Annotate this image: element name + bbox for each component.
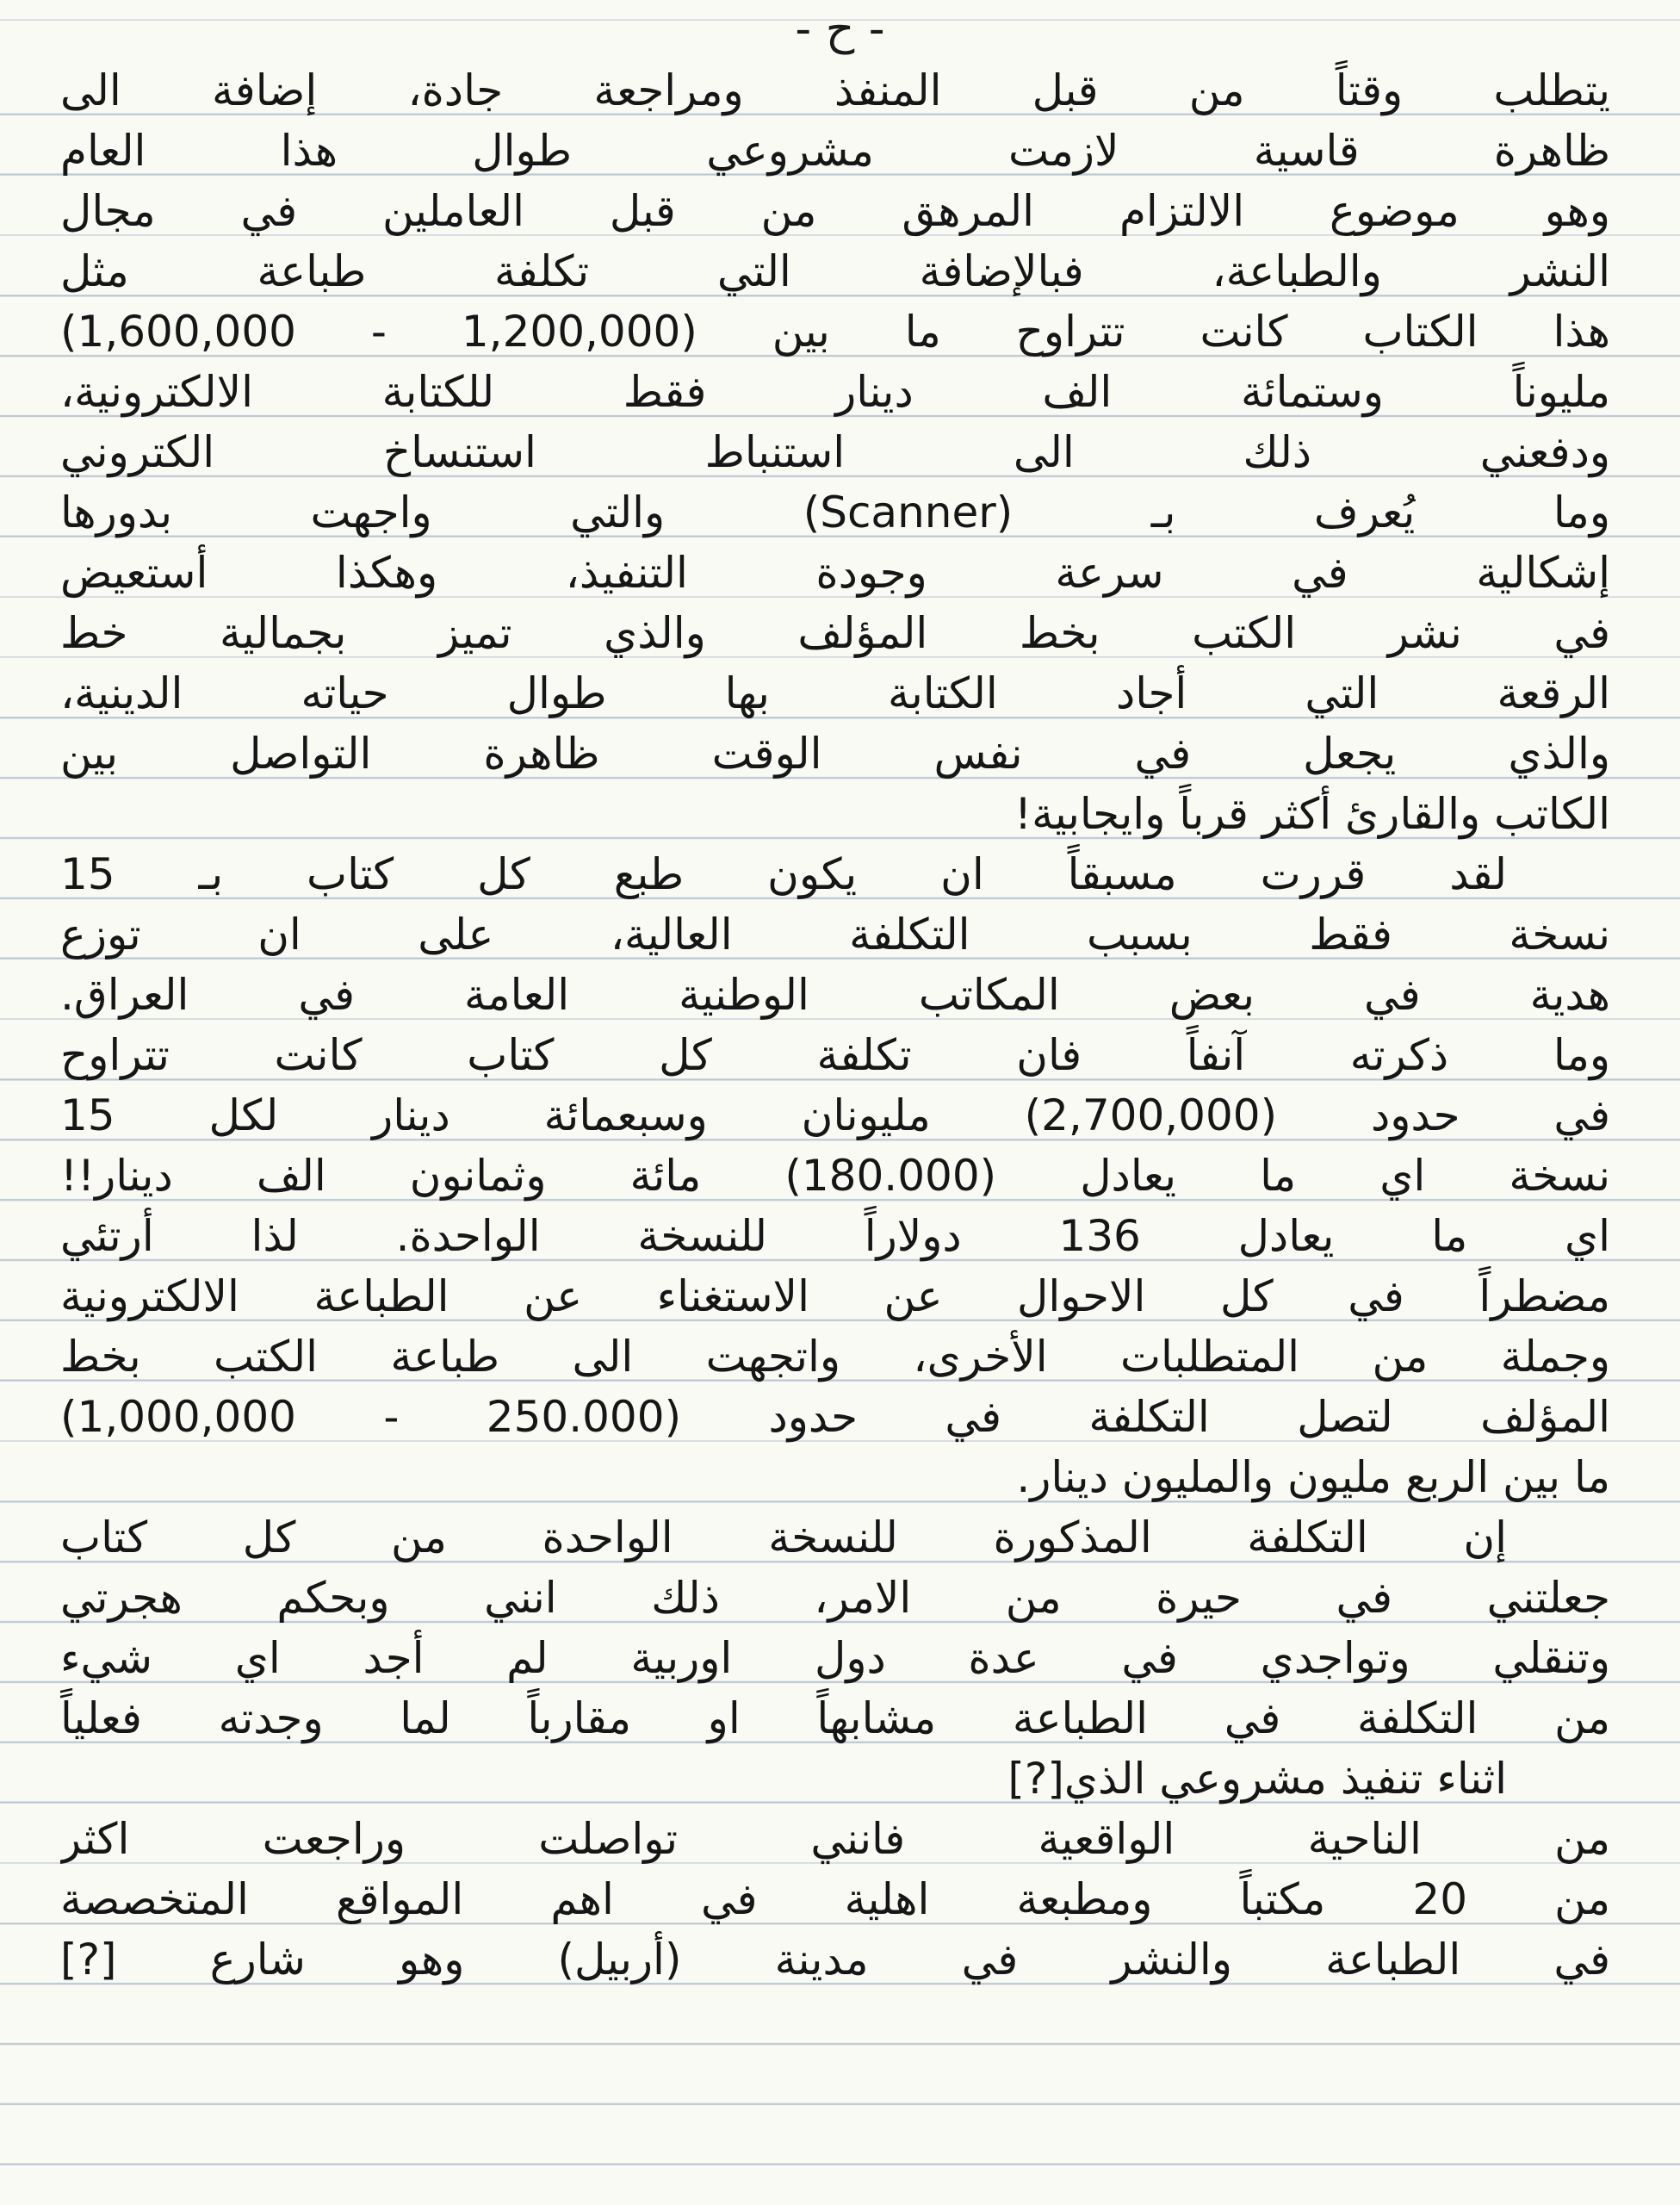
text-line: الرقعة التي أجاد الكتابة بها طوال حياته الدينية، [60, 668, 1610, 718]
text-line: يتطلب وقتاً من قبل المنفذ ومراجعة جادة، إضافة الى [60, 65, 1610, 115]
text-line: في نشر الكتب بخط المؤلف والذي تميز بجمالية خط [60, 608, 1610, 658]
text-line: لقد قررت مسبقاً ان يكون طبع كل كتاب بـ 15 [60, 849, 1507, 899]
text-line: الكاتب والقارئ أكثر قرباً وايجابية! [1014, 789, 1610, 839]
text-line: في حدود (2,700,000) مليونان وسبعمائة دينار لكل 15 [60, 1090, 1610, 1140]
text-line: ما بين الربع مليون والمليون دينار. [1016, 1452, 1610, 1502]
text-line: وتنقلي وتواجدي في عدة دول اوربية لم أجد اي شيء [60, 1633, 1610, 1683]
text-line: من الناحية الواقعية فانني تواصلت وراجعت اكثر [60, 1814, 1610, 1864]
text-line: من 20 مكتباً ومطبعة اهلية في اهم المواقع المتخصصة [60, 1874, 1610, 1924]
text-line: اثناء تنفيذ مشروعي الذي[?] [1007, 1754, 1507, 1804]
text-line: مضطراً في كل الاحوال عن الاستغناء عن الطباعة الالكترونية [60, 1271, 1610, 1321]
text-line: مليوناً وستمائة الف دينار فقط للكتابة الالكترونية، [60, 367, 1610, 417]
text-line: النشر والطباعة، فبالإضافة التي تكلفة طباعة مثل [60, 246, 1610, 296]
text-line: هدية في بعض المكاتب الوطنية العامة في العراق. [60, 970, 1610, 1020]
text-line: إن التكلفة المذكورة للنسخة الواحدة من كل كتاب [60, 1512, 1507, 1562]
text-line: ودفعني ذلك الى استنباط استنساخ الكتروني [60, 427, 1610, 477]
text-line: في الطباعة والنشر في مدينة (أربيل) وهو شارع [?] [60, 1935, 1610, 1984]
text-line: نسخة فقط بسبب التكلفة العالية، على ان توزع [60, 910, 1610, 960]
page-number: - ح - [795, 3, 885, 55]
text-line: وما ذكرته آنفاً فان تكلفة كل كتاب كانت تتراوح [60, 1030, 1610, 1080]
text-line: وما يُعرف بـ (Scanner) والتي واجهت بدورها [60, 488, 1610, 537]
text-line: المؤلف لتصل التكلفة في حدود (250.000 - 1,000,000) [60, 1392, 1610, 1442]
text-line: من التكلفة في الطباعة مشابهاً او مقارباً لما وجدته فعلياً [60, 1693, 1610, 1743]
text-line: نسخة اي ما يعادل (180.000) مائة وثمانون الف دينار!! [60, 1151, 1610, 1201]
text-line: وهو موضوع الالتزام المرهق من قبل العاملين في مجال [60, 186, 1610, 236]
text-line: هذا الكتاب كانت تتراوح ما بين (1,200,000 - 1,600,000) [60, 307, 1610, 357]
text-line: اي ما يعادل 136 دولاراً للنسخة الواحدة. لذا أرتئي [60, 1211, 1610, 1261]
handwritten-text-body [60, 60, 1610, 1990]
text-line: جعلتني في حيرة من الامر، ذلك انني وبحكم هجرتي [60, 1573, 1610, 1623]
text-line: وجملة من المتطلبات الأخرى، واتجهت الى طباعة الكتب بخط [60, 1332, 1610, 1382]
text-line: ظاهرة قاسية لازمت مشروعي طوال هذا العام [60, 126, 1610, 176]
text-line: إشكالية في سرعة وجودة التنفيذ، وهكذا أستعيض [60, 548, 1610, 598]
text-line: والذي يجعل في نفس الوقت ظاهرة التواصل بين [60, 729, 1610, 779]
